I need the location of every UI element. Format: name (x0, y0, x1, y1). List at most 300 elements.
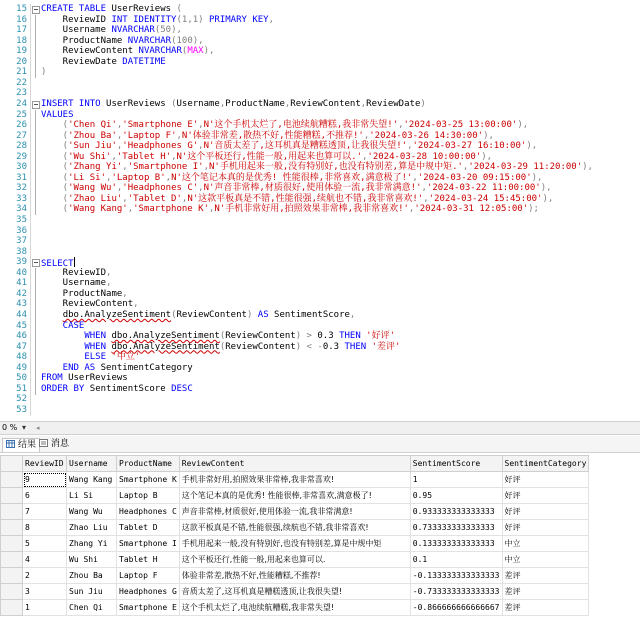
code-line[interactable] (0, 247, 640, 258)
outline-guide (31, 57, 40, 68)
row-header-corner[interactable] (1, 456, 23, 472)
cell-reviewcontent[interactable]: 这个笔记本真的是优秀! 性能很棒,非常喜欢,满意极了! (179, 488, 410, 504)
string-literal: '2024-03-24 15:45:00' (428, 193, 543, 204)
keyword: ORDER BY (41, 383, 90, 394)
row-number[interactable] (1, 504, 23, 520)
line-number: 40 (16, 267, 27, 278)
outline-blank (31, 78, 40, 89)
code-token: , (133, 299, 139, 310)
code-token: (1,1) (176, 14, 209, 25)
code-token: ( (41, 120, 69, 131)
code-token: , (116, 130, 123, 141)
code-token: ( (41, 141, 69, 152)
keyword: CASE (41, 320, 85, 331)
cell-reviewid[interactable]: 2 (23, 568, 67, 584)
code-token: - (317, 341, 323, 352)
cell-sentimentscore[interactable]: 0.1 (410, 552, 502, 568)
cell-reviewcontent[interactable]: 声音非常棒,材质很好,使用体验一流,我非常满意! (179, 504, 410, 520)
line-number: 19 (16, 46, 27, 57)
cell-sentimentcategory[interactable]: 好评 (502, 472, 589, 488)
code-line[interactable] (0, 36, 640, 47)
cell-username[interactable]: Zhou Ba (67, 568, 117, 584)
code-line[interactable] (0, 99, 640, 110)
keyword: WHEN (41, 331, 112, 342)
column-header-reviewcontent[interactable]: ReviewContent (179, 456, 410, 472)
code-token: ProductName (225, 98, 285, 109)
code-token: ), (481, 151, 493, 162)
line-number: 16 (16, 14, 27, 25)
code-line[interactable] (0, 394, 640, 405)
code-token: ) (420, 98, 426, 109)
column-header-username[interactable]: Username (67, 456, 117, 472)
line-number: 44 (16, 309, 27, 320)
string-literal: 'Headphones C' (122, 183, 199, 194)
string-literal: 'Tablet H' (116, 151, 172, 162)
code-token: , (165, 172, 172, 183)
cell-productname[interactable]: Smartphone E (117, 600, 180, 616)
collapse-icon[interactable] (31, 99, 40, 110)
collapse-icon[interactable] (31, 4, 40, 15)
cell-sentimentscore[interactable]: -0.866666666666667 (410, 600, 502, 616)
code-line[interactable] (0, 204, 640, 215)
cell-sentimentcategory[interactable]: 好评 (502, 504, 589, 520)
tab-messages[interactable] (36, 438, 72, 451)
editor-status-bar (0, 421, 640, 435)
code-text (41, 352, 140, 363)
cell-sentimentscore[interactable]: 0.133333333333333 (410, 536, 502, 552)
code-token: ReviewID (41, 14, 112, 25)
row-number[interactable] (1, 520, 23, 536)
string-literal: 'Wang Wu' (68, 183, 117, 194)
string-literal: N'声音非常棒,材质很好,使用体验一流,我非常满意!' (203, 183, 422, 194)
string-literal: 'Wu Shi' (68, 151, 112, 162)
code-line[interactable] (0, 141, 640, 152)
cell-username[interactable]: Zhang Yi (67, 536, 117, 552)
line-number: 31 (16, 172, 27, 183)
table-row[interactable] (1, 600, 589, 616)
code-text (41, 46, 214, 57)
cell-sentimentscore[interactable]: 0.95 (410, 488, 502, 504)
code-token: ) > (295, 331, 318, 342)
keyword: SELECT (41, 259, 74, 270)
tab-messages-label: 消息 (51, 439, 70, 449)
code-line[interactable] (0, 373, 640, 384)
line-number: 24 (16, 98, 27, 109)
code-token: ( (181, 46, 188, 57)
code-token: ( (41, 193, 69, 204)
line-number: 36 (16, 225, 27, 236)
code-line[interactable] (0, 57, 640, 68)
code-text (41, 25, 182, 36)
code-token: ( (41, 151, 69, 162)
code-token: ), (531, 172, 543, 183)
zoom-level[interactable]: 0 % (2, 423, 18, 432)
row-number[interactable] (1, 536, 23, 552)
code-token: , (171, 151, 177, 162)
code-text (41, 99, 426, 110)
code-token: , (219, 98, 226, 109)
code-text (41, 373, 128, 384)
string-literal: 'Smartphone I' (127, 162, 204, 173)
function-call-unresolved: dbo.AnalyzeSentiment (62, 309, 172, 320)
cell-sentimentcategory[interactable]: 差评 (502, 584, 589, 600)
cell-reviewcontent[interactable]: 音质太差了,这耳机真是糟糕透顶,让我很失望! (179, 584, 410, 600)
code-line[interactable] (0, 342, 640, 353)
code-line[interactable] (0, 25, 640, 36)
code-token: ( (41, 172, 69, 183)
string-literal: 'Sun Jiu' (68, 141, 117, 152)
code-token: , (111, 151, 117, 162)
code-token: , (127, 204, 134, 215)
code-text (41, 67, 46, 78)
code-token: Username (41, 278, 107, 289)
collapse-icon[interactable] (31, 257, 40, 268)
outline-guide (31, 25, 40, 36)
code-line[interactable] (0, 321, 640, 332)
outline-guide (31, 363, 40, 374)
outline-blank (31, 236, 40, 247)
scroll-left-icon[interactable]: ◂ (36, 424, 40, 432)
column-header-sentimentcategory[interactable]: SentimentCategory (502, 456, 589, 472)
code-token: ReviewContent (225, 341, 296, 352)
cell-reviewcontent[interactable]: 这个平板还行,性能一般,用起来也算可以. (179, 552, 410, 568)
line-number: 23 (16, 88, 27, 99)
code-text (41, 15, 274, 26)
code-token: , (398, 120, 404, 131)
code-token: SentimentScore (89, 383, 172, 394)
row-number[interactable] (1, 568, 23, 584)
cell-username[interactable]: Wu Shi (67, 552, 117, 568)
row-number[interactable] (1, 584, 23, 600)
cell-sentimentscore[interactable]: -0.133333333333333 (410, 568, 502, 584)
code-line[interactable] (0, 352, 640, 363)
keyword: VALUES (41, 109, 74, 120)
outline-guide (31, 321, 40, 332)
table-row[interactable] (1, 536, 589, 552)
row-number[interactable] (1, 488, 23, 504)
code-token: SentimentScore (274, 309, 350, 320)
table-row[interactable] (1, 488, 589, 504)
column-header-reviewid[interactable]: ReviewID (23, 456, 67, 472)
row-number[interactable] (1, 600, 23, 616)
code-token: , (198, 120, 204, 131)
cell-reviewcontent[interactable]: 体验非常差,散热不好,性能糟糕,不推荐! (179, 568, 410, 584)
code-line[interactable] (0, 405, 640, 416)
string-literal: 'Chen Qi' (68, 120, 117, 131)
code-line[interactable] (0, 236, 640, 247)
column-header-productname[interactable]: ProductName (117, 456, 180, 472)
function-call-unresolved: dbo.AnalyzeSentiment (111, 331, 220, 342)
cell-sentimentscore[interactable]: 0.933333333333333 (410, 504, 502, 520)
results-grid[interactable] (0, 455, 640, 632)
code-token (41, 310, 63, 320)
keyword: NVARCHAR (127, 35, 172, 46)
code-token: , (360, 98, 367, 109)
column-header-sentimentscore[interactable]: SentimentScore (410, 456, 502, 472)
code-token: ( (41, 130, 69, 141)
cell-sentimentcategory[interactable]: 好评 (502, 488, 589, 504)
code-token: ReviewContent (41, 46, 139, 57)
keyword: WHEN (41, 341, 112, 352)
cell-username[interactable]: Zhao Liu (67, 520, 117, 536)
cell-sentimentcategory[interactable]: 中立 (502, 536, 589, 552)
line-number: 32 (16, 183, 27, 194)
cell-username[interactable]: Chen Qi (67, 600, 117, 616)
string-literal: '2024-03-28 10:00:00' (367, 151, 482, 162)
code-line[interactable] (0, 183, 640, 194)
line-number: 21 (16, 67, 27, 78)
keyword: NVARCHAR (138, 46, 182, 57)
line-number: 22 (16, 77, 27, 88)
cell-username[interactable]: Wang Kang (67, 472, 117, 488)
code-line[interactable] (0, 257, 640, 268)
string-literal: N'这个笔记本真的是优秀! 性能很棒,非常喜欢,满意极了!' (171, 172, 413, 183)
cell-productname[interactable]: Smartphone K (117, 472, 180, 488)
cell-reviewid[interactable]: 5 (23, 536, 67, 552)
code-token: (50), (154, 25, 182, 36)
cell-reviewid[interactable]: 8 (23, 520, 67, 536)
cell-sentimentcategory[interactable]: 好评 (502, 520, 589, 536)
code-token: , (122, 162, 128, 173)
code-token: , (462, 162, 469, 173)
cell-reviewid[interactable]: 9 (23, 472, 67, 488)
cell-productname[interactable]: Tablet H (117, 552, 180, 568)
cell-reviewid[interactable]: 4 (23, 552, 67, 568)
code-line[interactable] (0, 120, 640, 131)
tab-results[interactable] (2, 438, 40, 452)
code-token: ProductName (41, 288, 123, 299)
code-token: SentimentCategory (100, 362, 193, 373)
code-token: ( (219, 341, 226, 352)
keyword: NVARCHAR (111, 25, 155, 36)
code-text (41, 120, 528, 131)
code-token: , (423, 193, 429, 204)
string-literal: 'Zhao Liu' (68, 193, 123, 204)
code-token: 0.3 (317, 331, 340, 342)
cell-username[interactable]: Li Si (67, 488, 117, 504)
cell-reviewid[interactable]: 7 (23, 504, 67, 520)
code-line[interactable] (0, 67, 640, 78)
line-number: 26 (16, 120, 27, 131)
code-token: , (176, 130, 182, 141)
cell-productname[interactable]: Headphones G (117, 584, 180, 600)
code-text (41, 321, 84, 332)
outline-guide (31, 152, 40, 163)
cell-sentimentcategory[interactable]: 差评 (502, 568, 589, 584)
code-line[interactable] (0, 268, 640, 279)
outline-guide (31, 289, 40, 300)
code-line[interactable] (0, 384, 640, 395)
code-token: ReviewDate (366, 98, 421, 109)
cell-sentimentscore[interactable]: -0.733333333333333 (410, 584, 502, 600)
line-number: 42 (16, 288, 27, 299)
line-number: 38 (16, 246, 27, 257)
table-row[interactable] (1, 584, 589, 600)
outline-guide (31, 373, 40, 384)
code-token: UserReviews (106, 98, 172, 109)
outline-guide (31, 384, 40, 395)
cell-productname[interactable]: Smartphone I (117, 536, 180, 552)
cell-reviewid[interactable]: 6 (23, 488, 67, 504)
code-text (41, 299, 139, 310)
string-literal: 'Zhou Ba' (68, 130, 117, 141)
code-token: Username (41, 25, 112, 36)
outline-guide (31, 15, 40, 26)
outline-guide (31, 183, 40, 194)
string-literal: 'Smartphone E' (122, 120, 199, 131)
code-text (41, 110, 74, 121)
keyword: DESC (171, 383, 193, 394)
string-literal: '2024-03-26 14:30:00' (369, 130, 484, 141)
line-number: 41 (16, 278, 27, 289)
cell-sentimentcategory[interactable]: 中立 (502, 552, 589, 568)
line-number: 35 (16, 215, 27, 225)
cell-productname[interactable]: Headphones C (117, 504, 180, 520)
code-text (41, 4, 182, 15)
code-line[interactable] (0, 331, 640, 342)
code-line[interactable] (0, 88, 640, 99)
code-token: ReviewContent (225, 331, 296, 342)
code-token: ReviewID (41, 267, 107, 278)
string-literal: '好评' (366, 331, 396, 342)
code-line[interactable] (0, 4, 640, 15)
table-row[interactable] (1, 552, 589, 568)
cell-username[interactable]: Sun Jiu (67, 584, 117, 600)
code-line[interactable] (0, 46, 640, 57)
cell-reviewcontent[interactable]: 手机用起来一般,没有特别好,也没有特别差,算是中规中矩 (179, 536, 410, 552)
code-token: , (421, 183, 427, 194)
table-row[interactable] (1, 504, 589, 520)
message-icon (39, 439, 48, 447)
table-row[interactable] (1, 568, 589, 584)
keyword: ELSE (41, 352, 112, 363)
string-literal: '2024-03-25 13:00:00' (403, 120, 518, 131)
code-line[interactable] (0, 299, 640, 310)
cell-sentimentscore[interactable]: 1 (410, 472, 502, 488)
code-token: , (363, 130, 370, 141)
code-line[interactable] (0, 15, 640, 26)
cell-reviewcontent[interactable]: 这款平板真是不错,性能很强,续航也不错,我非常喜欢! (179, 520, 410, 536)
code-line[interactable] (0, 289, 640, 300)
cell-username[interactable]: Wang Wu (67, 504, 117, 520)
code-token: ReviewContent (290, 98, 361, 109)
outline-guide (31, 162, 40, 173)
cell-productname[interactable]: Laptop F (117, 568, 180, 584)
cell-productname[interactable]: Laptop B (117, 488, 180, 504)
string-literal: 'Zhang Yi' (68, 162, 123, 173)
code-token: ), (526, 141, 538, 152)
line-number: 18 (16, 35, 27, 46)
string-literal: N'这个平板还行,性能一般,用起来也算可以.' (176, 151, 362, 162)
line-number: 15 (16, 4, 27, 14)
code-line[interactable] (0, 162, 640, 173)
string-literal: 'Wang Kang' (68, 204, 128, 215)
line-number: 43 (16, 299, 27, 310)
code-line[interactable] (0, 110, 640, 121)
cell-productname[interactable]: Tablet D (117, 520, 180, 536)
code-token: , (208, 204, 215, 215)
string-literal: '2024-03-22 11:00:00' (426, 183, 541, 194)
code-token: ( (219, 331, 226, 342)
outline-guide (31, 194, 40, 205)
code-text (41, 57, 166, 68)
line-number: 27 (16, 130, 27, 141)
string-literal: N'这款平板真是不错,性能很强,续航也不错,我非常喜欢!' (187, 193, 424, 204)
code-text (41, 331, 395, 342)
code-token: UserReviews (68, 373, 128, 384)
code-line[interactable] (0, 215, 640, 226)
line-number: 51 (16, 383, 27, 394)
cell-reviewid[interactable]: 3 (23, 584, 67, 600)
outline-blank (31, 88, 40, 99)
outline-blank (31, 247, 40, 258)
keyword: DATETIME (122, 56, 166, 67)
cell-reviewid[interactable]: 1 (23, 600, 67, 616)
outline-guide (31, 120, 40, 131)
code-line[interactable] (0, 78, 640, 89)
line-number: 50 (16, 373, 27, 384)
code-token: ReviewContent (41, 299, 134, 310)
text-caret (74, 257, 75, 267)
code-token: , (106, 278, 112, 289)
string-literal: N'音质太差了,这耳机真是糟糕透顶,让我很失望!' (203, 141, 408, 152)
table-row[interactable] (1, 520, 589, 536)
code-token: ), (582, 162, 593, 173)
zoom-dropdown-icon[interactable]: ▾ (22, 423, 27, 432)
outline-guide (31, 299, 40, 310)
row-number[interactable] (1, 472, 23, 488)
keyword: THEN (344, 341, 372, 352)
string-literal: '2024-03-27 16:10:00' (412, 141, 527, 152)
code-line[interactable] (0, 278, 640, 289)
code-line[interactable] (0, 226, 640, 237)
code-token: , (116, 183, 123, 194)
code-line[interactable] (0, 363, 640, 374)
outline-blank (31, 394, 40, 405)
code-token: ), (483, 130, 494, 141)
code-text (41, 204, 539, 215)
table-row[interactable] (1, 472, 589, 488)
outline-guide (31, 36, 40, 47)
code-text (41, 278, 111, 289)
cell-reviewcontent[interactable]: 这个手机太烂了,电池续航糟糕,我非常失望! (179, 600, 410, 616)
code-token: , (412, 172, 418, 183)
code-token: , (349, 309, 356, 320)
cell-reviewcontent[interactable]: 手机非常好用,拍照效果非常棒,我非常喜欢! (179, 472, 410, 488)
code-token: , (198, 141, 204, 152)
code-token: ( (171, 98, 177, 109)
line-number: 47 (16, 341, 27, 352)
cell-sentimentcategory[interactable]: 差评 (502, 600, 589, 616)
code-token: ); (528, 204, 539, 215)
outline-guide (31, 204, 40, 215)
code-line[interactable] (0, 131, 640, 142)
line-number: 33 (16, 193, 27, 204)
code-token: , (116, 141, 123, 152)
line-number: 53 (16, 404, 27, 415)
code-token: ), (203, 46, 215, 57)
outline-guide (31, 310, 40, 321)
outline-guide (31, 173, 40, 184)
cell-sentimentscore[interactable]: 0.733333333333333 (410, 520, 502, 536)
code-token: , (408, 204, 415, 215)
code-text (41, 36, 204, 47)
code-token: ReviewDate (41, 56, 123, 67)
code-line[interactable] (0, 310, 640, 321)
line-number: 52 (16, 394, 27, 405)
string-literal: '2024-03-20 09:15:00' (417, 172, 532, 183)
row-number[interactable] (1, 552, 23, 568)
